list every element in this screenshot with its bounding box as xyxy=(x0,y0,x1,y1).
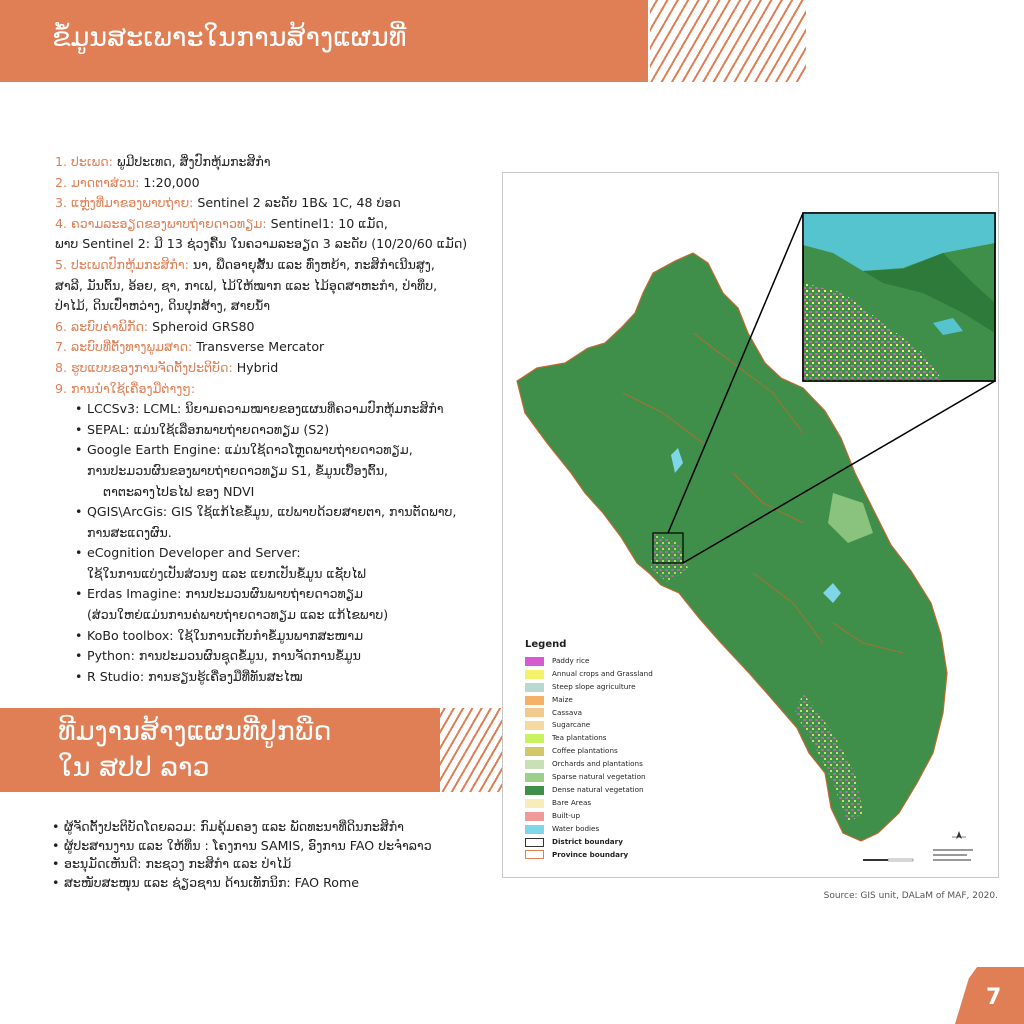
spec-item: 7. ລະບົບທີ່ຕັ້ງທາງພູມສາດ: Transverse Mercator xyxy=(55,339,325,355)
legend-item-province-boundary: Province boundary xyxy=(525,849,653,862)
spec-item-continuation: ສາລີ, ມັນຕົ້ນ, ອ້ອຍ, ຊາ, ກາເຟ, ໄມ້ໃຫ້ໝາກ ແລະ ໄມ້ອຸດສາຫະກໍາ, ປ່າທຶບ, xyxy=(55,277,438,293)
legend-swatch xyxy=(525,734,544,743)
legend-item: Bare Areas xyxy=(525,797,653,810)
legend-item: Dense natural vegetation xyxy=(525,784,653,797)
legend-title: Legend xyxy=(525,639,567,650)
legend-swatch xyxy=(525,670,544,679)
tool-item: • R Studio: ການຮຽນຮູ້ເຄື່ອງມືທີ່ທັນສະໄໝ xyxy=(55,667,505,688)
legend-item: Water bodies xyxy=(525,823,653,836)
team-section-banner xyxy=(0,708,440,792)
spec-item: 6. ລະບົບຄ່າພິກັດ: Spheroid GRS80 xyxy=(55,318,255,334)
legend-swatch xyxy=(525,812,544,821)
legend-swatch xyxy=(525,799,544,808)
legend-item: Tea plantations xyxy=(525,732,653,745)
legend-item: Maize xyxy=(525,694,653,707)
tool-item: • eCognition Developer and Server: ໃຊ້ໃນການແບ່ງເປັນສ່ວນໆ ແລະ ແຍກເປັນຂໍ້ມູນ ແຊັບໄຟ xyxy=(55,543,505,584)
legend-swatch xyxy=(525,760,544,769)
spec-item-continuation: ປ່າໄມ້, ດິນເປົ່າຫວ່າງ, ດິນປຸກສ້າງ, ສາຍນໍ້າ xyxy=(55,298,271,314)
scale-bar xyxy=(863,859,913,861)
legend-item: Built-up xyxy=(525,810,653,823)
legend-item: Sugarcane xyxy=(525,719,653,732)
legend-item-district-boundary: District boundary xyxy=(525,836,653,849)
legend-swatch xyxy=(525,773,544,782)
tool-item: • Erdas Imagine: ການປະມວນຜົນພາບຖ່າຍດາວທຽມ (ສ່ວນໃຫຍ່ແມ່ນການຄ່ພາບຖ່າຍດາວທຽມ ແລະ ແກ້ໄຂພາບ) xyxy=(55,584,505,625)
page-title: ຂໍ້ມູນສະເພາະໃນການສ້າງແຜນທີ່ xyxy=(52,22,407,53)
spec-item: 5. ປະເພດປົກຫຸ້ມກະສິກໍາ: ນາ, ພືດອາຍຸສັ້ນ ແລະ ທົ່ງຫຍ້າ, ກະສິກໍາເນີນສູງ, xyxy=(55,256,435,272)
tool-list xyxy=(55,399,505,687)
tool-item: • QGIS\ArcGis: GIS ໃຊ້ແກ້ໄຂຂໍ້ມູນ, ແປພາບດ້ວຍສາຍຕາ, ການຕັດພາບ, ການສະແດງຜົນ. xyxy=(55,502,505,543)
tool-item: • KoBo toolbox: ໃຊ້ໃນການເກັບກໍາຂໍ້ມູນພາກສະໜາມ xyxy=(55,626,505,647)
map-figure xyxy=(502,172,999,878)
spec-item: 2. ມາດຕາສ່ວນ: 1:20,000 xyxy=(55,174,200,190)
legend-swatch xyxy=(525,683,544,692)
tool-item: • SEPAL: ແມ່ນໃຊ້ເລືອກພາບຖ່າຍດາວທຽມ (S2) xyxy=(55,420,505,441)
legend-item: Paddy rice xyxy=(525,655,653,668)
legend-swatch xyxy=(525,838,544,847)
team-item: • ອະນຸມັດເຫັນດີ: ກະຊວງ ກະສິກໍາ ແລະ ປ່າໄມ້ xyxy=(52,855,432,874)
north-arrow-icon xyxy=(952,831,966,839)
legend-item: Coffee plantations xyxy=(525,745,653,758)
team-item: • ສະໜັບສະໜຸນ ແລະ ຊ່ຽວຊານ ດ້ານເທັກນິກ: FAO Rome xyxy=(52,874,432,893)
tool-item: • Google Earth Engine: ແມ່ນໃຊ້ດາວໂຫຼດພາບຖ່າຍດາວທຽມ, ການປະມວນຜົນຂອງພາບຖ່າຍດາວທຽມ S1, ຂໍ້ມູນເບື້ອງຕົ້ນ, ຕາຕະລາງໄປຣໄຟ ຂອງ NDVI xyxy=(55,440,505,502)
legend-item: Annual crops and Grassland xyxy=(525,668,653,681)
legend-swatch xyxy=(525,850,544,859)
spec-item: 9. ການນໍາໃຊ້ເຄື່ອງມືຕ່າງໆ: xyxy=(55,380,196,396)
legend-item: Steep slope agriculture xyxy=(525,681,653,694)
team-item: • ຜູ້ຈັດຕັ້ງປະຕິບັດໂດຍລວມ: ກົມຄຸ້ມຄອງ ແລະ ພັດທະນາທີ່ດິນກະສິກໍາ xyxy=(52,818,432,837)
spec-item-continuation: ພາບ Sentinel 2: ມີ 13 ຊ່ວງຄື້ນ ໃນຄວາມລະອຽດ 3 ລະດັບ (10/20/60 ແມັດ) xyxy=(55,236,468,252)
map-credits xyxy=(933,849,973,861)
legend-swatch xyxy=(525,696,544,705)
spec-item: 3. ແຫຼ່ງທີ່ມາຂອງພາບຖ່າຍ: Sentinel 2 ລະດັບ 1B& 1C, 48 ບ່ອດ xyxy=(55,195,401,211)
legend-swatch xyxy=(525,721,544,730)
inset-map xyxy=(803,213,995,381)
team-list xyxy=(52,818,432,892)
spec-list xyxy=(55,152,505,687)
header-hatch-decoration xyxy=(650,0,806,82)
legend-swatch xyxy=(525,747,544,756)
legend-item: Cassava xyxy=(525,707,653,720)
section-title-line2: ໃນ ສປປ ລາວ xyxy=(58,752,210,783)
legend-swatch xyxy=(525,786,544,795)
legend-swatch xyxy=(525,657,544,666)
section-hatch-decoration xyxy=(440,708,506,792)
legend-swatch xyxy=(525,825,544,834)
legend-item: Sparse natural vegetation xyxy=(525,771,653,784)
legend-swatch xyxy=(525,708,544,717)
header-banner xyxy=(0,0,648,82)
map-legend xyxy=(525,639,653,861)
legend-item: Orchards and plantations xyxy=(525,758,653,771)
source-caption: Source: GIS unit, DALaM of MAF, 2020. xyxy=(823,891,998,901)
page-number: 7 xyxy=(986,985,1002,1010)
section-title-line1: ທີມງານສ້າງແຜນທີ່ປູກພືດ xyxy=(58,716,332,747)
spec-item: 1. ປະເພດ: ພູມີປະເທດ, ສິ່ງປົກຫຸ້ມກະສິກໍາ xyxy=(55,154,271,169)
spec-item: 4. ຄວາມລະອຽດຂອງພາບຖ່າຍດາວທຽມ: Sentinel1: 10 ແມັດ, xyxy=(55,215,388,231)
spec-item: 8. ຮູບແບບຂອງການຈັດຕັ້ງປະຕິບັດ: Hybrid xyxy=(55,359,279,375)
tool-item: • LCCSv3: LCML: ນິຍາມຄວາມໝາຍຂອງແຜນທີ່ຄວາມປົກຫຸ້ມກະສິກໍາ xyxy=(55,399,505,420)
tool-item: • Python: ການປະມວນຜົນຊຸດຂໍ້ມູນ, ການຈັດການຂໍ້ມູນ xyxy=(55,646,505,667)
team-item: • ຜູ້ປະສານງານ ແລະ ໃຫ້ທຶນ : ໂຄງການ SAMIS, ອົງການ FAO ປະຈໍາລາວ xyxy=(52,837,432,856)
